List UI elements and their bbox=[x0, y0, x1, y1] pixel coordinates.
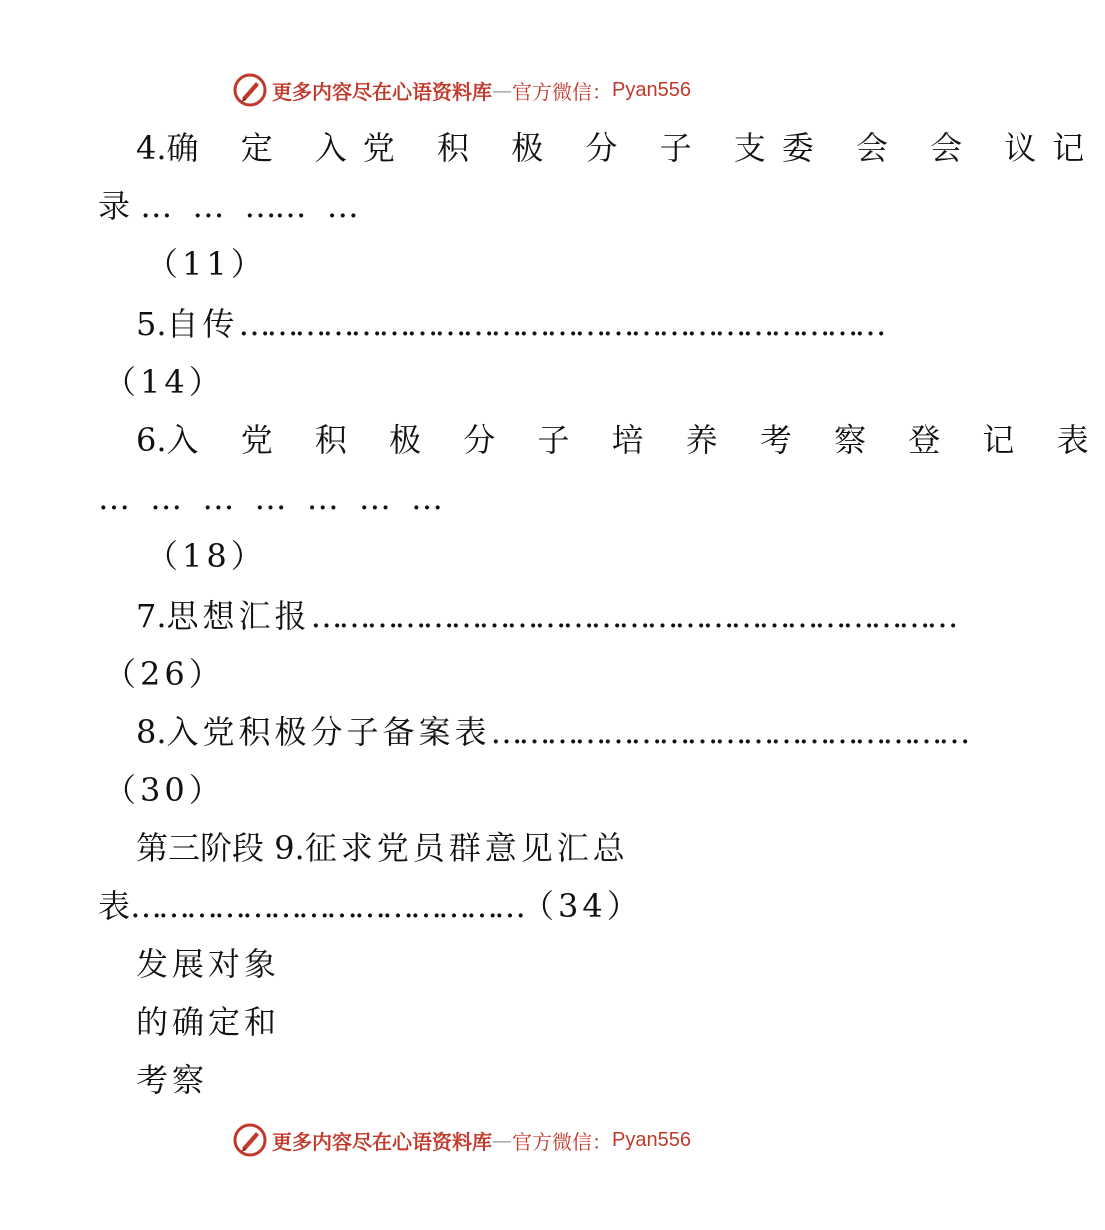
toc-item-4-title-line bbox=[136, 128, 1100, 168]
watermark-separator: — bbox=[492, 78, 512, 102]
toc-item-8-page: （30） bbox=[104, 771, 225, 809]
toc-item-6-title: 入 党 积 极 分 子 培 养 考 察 登 记 表 bbox=[166, 421, 1105, 459]
toc-item-8-prefix: 8. bbox=[136, 713, 167, 751]
section-heading-line-3: 考察 bbox=[136, 1061, 209, 1099]
section-heading-line-2: 的确定和 bbox=[136, 1003, 281, 1041]
toc-item-8-line bbox=[136, 712, 967, 752]
toc-item-4-page: （11） bbox=[146, 245, 267, 283]
toc-item-9-line bbox=[136, 828, 629, 868]
watermark-id: Pyan556 bbox=[612, 1128, 691, 1151]
toc-item-6-prefix: 6. bbox=[136, 421, 167, 459]
watermark-label: 官方微信： bbox=[512, 79, 612, 104]
toc-item-8-dots: …………………………………………… bbox=[490, 713, 967, 751]
toc-item-4-cont: 录 bbox=[98, 187, 131, 225]
toc-stage-label: 第三阶段 bbox=[136, 829, 275, 867]
toc-item-4-cont-line bbox=[98, 186, 357, 226]
pen-logo-icon bbox=[232, 72, 268, 108]
toc-item-9-page: （34） bbox=[522, 887, 643, 925]
toc-item-6-page: （18） bbox=[146, 537, 267, 575]
toc-item-8-title: 入党积极分子备案表 bbox=[166, 713, 491, 751]
watermark-separator: — bbox=[492, 1128, 512, 1152]
toc-item-9-cont-line bbox=[98, 886, 643, 926]
pen-logo-icon bbox=[232, 1122, 268, 1158]
toc-item-5-line bbox=[136, 304, 883, 344]
toc-item-6-title-line bbox=[136, 420, 1105, 460]
toc-item-9-cont: 表 bbox=[98, 887, 131, 925]
toc-item-5-prefix: 5. bbox=[136, 305, 167, 343]
watermark-header bbox=[232, 72, 691, 108]
watermark-text: 更多内容尽在心语资料库 bbox=[272, 79, 492, 104]
toc-item-7-line bbox=[136, 596, 955, 636]
toc-item-4-prefix: 4. bbox=[136, 129, 167, 167]
toc-item-5-title: 自传 bbox=[166, 305, 239, 343]
watermark-footer bbox=[232, 1122, 691, 1158]
toc-item-4-dots: … … …… … bbox=[140, 187, 357, 225]
toc-item-5-dots: …………………………………………………………… bbox=[238, 305, 883, 343]
watermark-label: 官方微信： bbox=[512, 1129, 612, 1154]
toc-item-9-dots: …………………………………… bbox=[130, 887, 523, 925]
toc-item-6-dots: … … … … … … … bbox=[98, 479, 442, 517]
section-heading-line-1: 发展对象 bbox=[136, 945, 281, 983]
toc-item-7-dots: …………………………………………………………… bbox=[310, 597, 955, 635]
watermark-text: 更多内容尽在心语资料库 bbox=[272, 1129, 492, 1154]
toc-item-7-page: （26） bbox=[104, 655, 225, 693]
toc-item-6-dots-line bbox=[98, 478, 441, 518]
toc-item-9-prefix: 9. bbox=[274, 829, 305, 867]
watermark-id: Pyan556 bbox=[612, 78, 691, 101]
toc-item-7-prefix: 7. bbox=[136, 597, 167, 635]
toc-item-9-title: 征求党员群意见汇总 bbox=[304, 829, 629, 867]
toc-item-4-title: 确 定 入党 积 极 分 子 支委 会 会 议记 bbox=[166, 129, 1101, 167]
toc-item-5-page: （14） bbox=[104, 363, 225, 401]
toc-item-7-title: 思想汇报 bbox=[166, 597, 311, 635]
